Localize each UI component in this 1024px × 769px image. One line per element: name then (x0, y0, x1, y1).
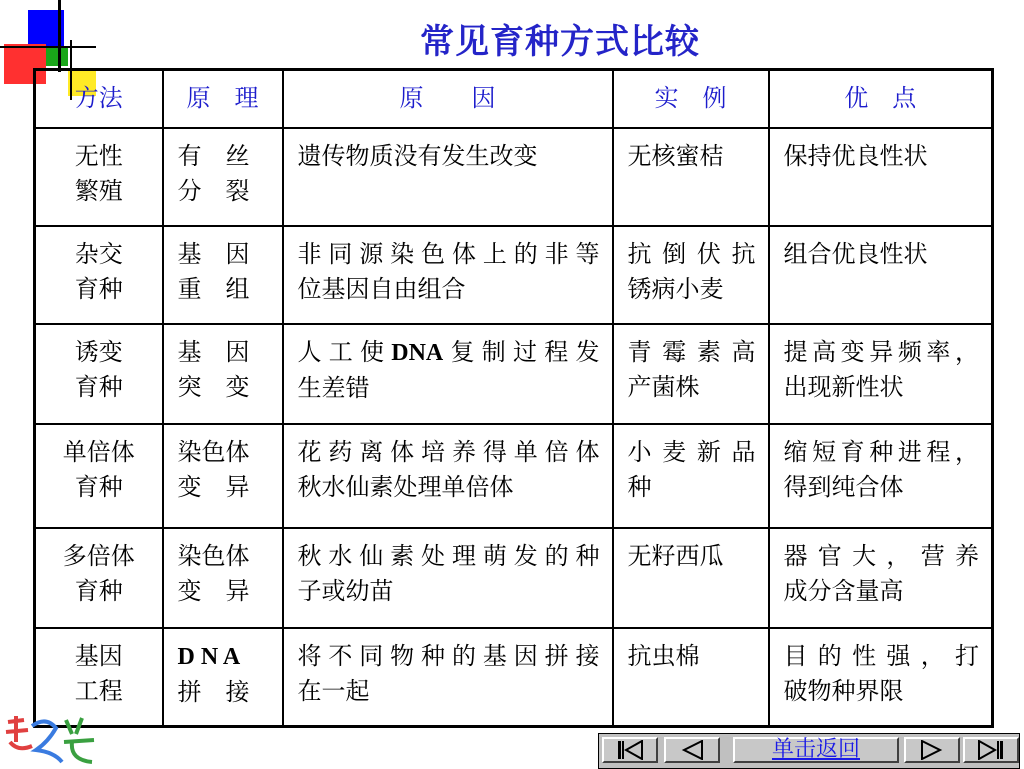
example-cell-line: 小麦新品 (627, 438, 756, 466)
example-cell-line: 青霉素高 (627, 337, 756, 366)
example-cell (613, 128, 769, 226)
method-cell (35, 324, 163, 424)
table-header-row (35, 70, 993, 128)
principle-cell-line: 分 裂 (177, 176, 250, 205)
advantage-cell-line: 保持优良性状 (783, 141, 928, 170)
reason-cell-line: 生差错 (297, 373, 370, 402)
reason-cell-line: 在一起 (297, 677, 370, 706)
advantage-cell-line: 器官大，营养 (783, 542, 979, 571)
return-link[interactable]: 单击返回 (733, 737, 899, 763)
reason-cell (283, 528, 613, 628)
header-example: 实 例 (613, 70, 769, 128)
reason-cell-line: 子或幼苗 (297, 577, 394, 606)
example-cell-line: 锈病小麦 (627, 274, 724, 303)
first-page-icon (616, 740, 644, 760)
principle-cell (163, 424, 283, 528)
advantage-cell-line: 成分含量高 (783, 577, 904, 606)
reason-cell (283, 324, 613, 424)
advantage-cell (769, 424, 993, 528)
principle-cell-line: 突 变 (177, 372, 250, 401)
reason-cell (283, 424, 613, 528)
principle-cell-line: 基 因 (177, 239, 250, 268)
logo-icon (2, 712, 102, 768)
example-cell (613, 324, 769, 424)
example-cell-line: 产菌株 (627, 372, 700, 401)
example-cell (613, 528, 769, 628)
method-cell-line: 工程 (74, 677, 123, 706)
principle-cell (163, 128, 283, 226)
method-cell-line: 诱变 (74, 337, 123, 366)
example-cell (613, 628, 769, 726)
advantage-cell-line: 出现新性状 (783, 372, 904, 401)
decor-line (58, 0, 61, 72)
example-cell-line: 无籽西瓜 (627, 542, 724, 571)
table-row (35, 424, 993, 528)
method-cell-line: 育种 (74, 577, 123, 606)
principle-cell (163, 324, 283, 424)
example-cell-line: 种 (627, 473, 652, 501)
reason-cell-line: 秋水仙素处理单倍体 (297, 473, 514, 501)
reason-cell-line: 位基因自由组合 (297, 274, 466, 303)
advantage-cell (769, 226, 993, 324)
table-row (35, 628, 993, 726)
reason-cell-line: 非同源染色体上的非等 (297, 239, 600, 268)
method-cell (35, 528, 163, 628)
reason-cell (283, 628, 613, 726)
principle-cell-line: 变 异 (177, 473, 250, 501)
principle-cell-line: D N A (177, 644, 241, 671)
principle-cell-line: 变 异 (177, 577, 250, 606)
decor-green-square (46, 46, 68, 66)
prev-page-icon (678, 740, 706, 760)
header-principle: 原 理 (163, 70, 283, 128)
reason-cell (283, 226, 613, 324)
reason-cell-line: 人工使DNA复制过程发 (297, 337, 600, 366)
method-cell-line: 育种 (74, 372, 123, 401)
method-cell (35, 226, 163, 324)
advantage-cell-line: 提高变异频率， (783, 337, 979, 366)
advantage-cell-line: 破物种界限 (783, 677, 904, 706)
method-cell (35, 424, 163, 528)
advantage-cell (769, 628, 993, 726)
method-cell-line: 单倍体 (62, 438, 135, 466)
last-page-icon (977, 740, 1005, 760)
principle-cell (163, 628, 283, 726)
principle-cell-line: 基 因 (177, 337, 250, 366)
method-cell-line: 多倍体 (62, 542, 135, 571)
comparison-table (33, 68, 994, 728)
advantage-cell-line: 目的性强，打 (783, 642, 979, 671)
principle-cell-line: 染色体 (177, 542, 250, 571)
slide-navigation (598, 733, 1020, 769)
reason-cell-line: 将不同物种的基因拼接 (297, 642, 600, 671)
method-cell (35, 128, 163, 226)
advantage-cell (769, 324, 993, 424)
reason-cell-line: 遗传物质没有发生改变 (297, 141, 538, 170)
principle-cell (163, 226, 283, 324)
first-page-button[interactable] (602, 737, 658, 763)
next-page-icon (918, 740, 946, 760)
method-cell-line: 育种 (74, 473, 123, 501)
advantage-cell (769, 128, 993, 226)
principle-cell-line: 拼 接 (177, 678, 250, 707)
table-row (35, 324, 993, 424)
prev-page-button[interactable] (664, 737, 720, 763)
principle-cell-line: 重 组 (177, 274, 250, 303)
principle-cell (163, 528, 283, 628)
advantage-cell (769, 528, 993, 628)
last-page-button[interactable] (963, 737, 1019, 763)
header-method: 方法 (35, 70, 163, 128)
decor-line (0, 46, 96, 48)
table-row (35, 226, 993, 324)
example-cell-line: 抗虫棉 (627, 642, 700, 671)
reason-cell (283, 128, 613, 226)
method-cell-line: 杂交 (74, 239, 123, 268)
example-cell (613, 424, 769, 528)
method-cell-line: 无性 (74, 141, 123, 170)
principle-cell-line: 染色体 (177, 438, 250, 466)
example-cell-line: 无核蜜桔 (627, 141, 724, 170)
advantage-cell-line: 缩短育种进程， (783, 438, 979, 466)
example-cell (613, 226, 769, 324)
table-row (35, 128, 993, 226)
method-cell-line: 育种 (74, 274, 123, 303)
reason-cell-line: 花药离体培养得单倍体 (297, 438, 600, 466)
example-cell-line: 抗倒伏抗 (627, 239, 756, 268)
header-reason: 原 因 (283, 70, 613, 128)
page-title: 常见育种方式比较 (420, 22, 700, 62)
next-page-button[interactable] (904, 737, 960, 763)
advantage-cell-line: 组合优良性状 (783, 239, 928, 268)
table-row (35, 528, 993, 628)
reason-cell-line: 秋水仙素处理萌发的种 (297, 542, 600, 571)
method-cell-line: 繁殖 (74, 176, 123, 205)
method-cell-line: 基因 (74, 642, 123, 671)
header-advantage: 优 点 (769, 70, 993, 128)
principle-cell-line: 有 丝 (177, 141, 250, 170)
advantage-cell-line: 得到纯合体 (783, 473, 904, 501)
